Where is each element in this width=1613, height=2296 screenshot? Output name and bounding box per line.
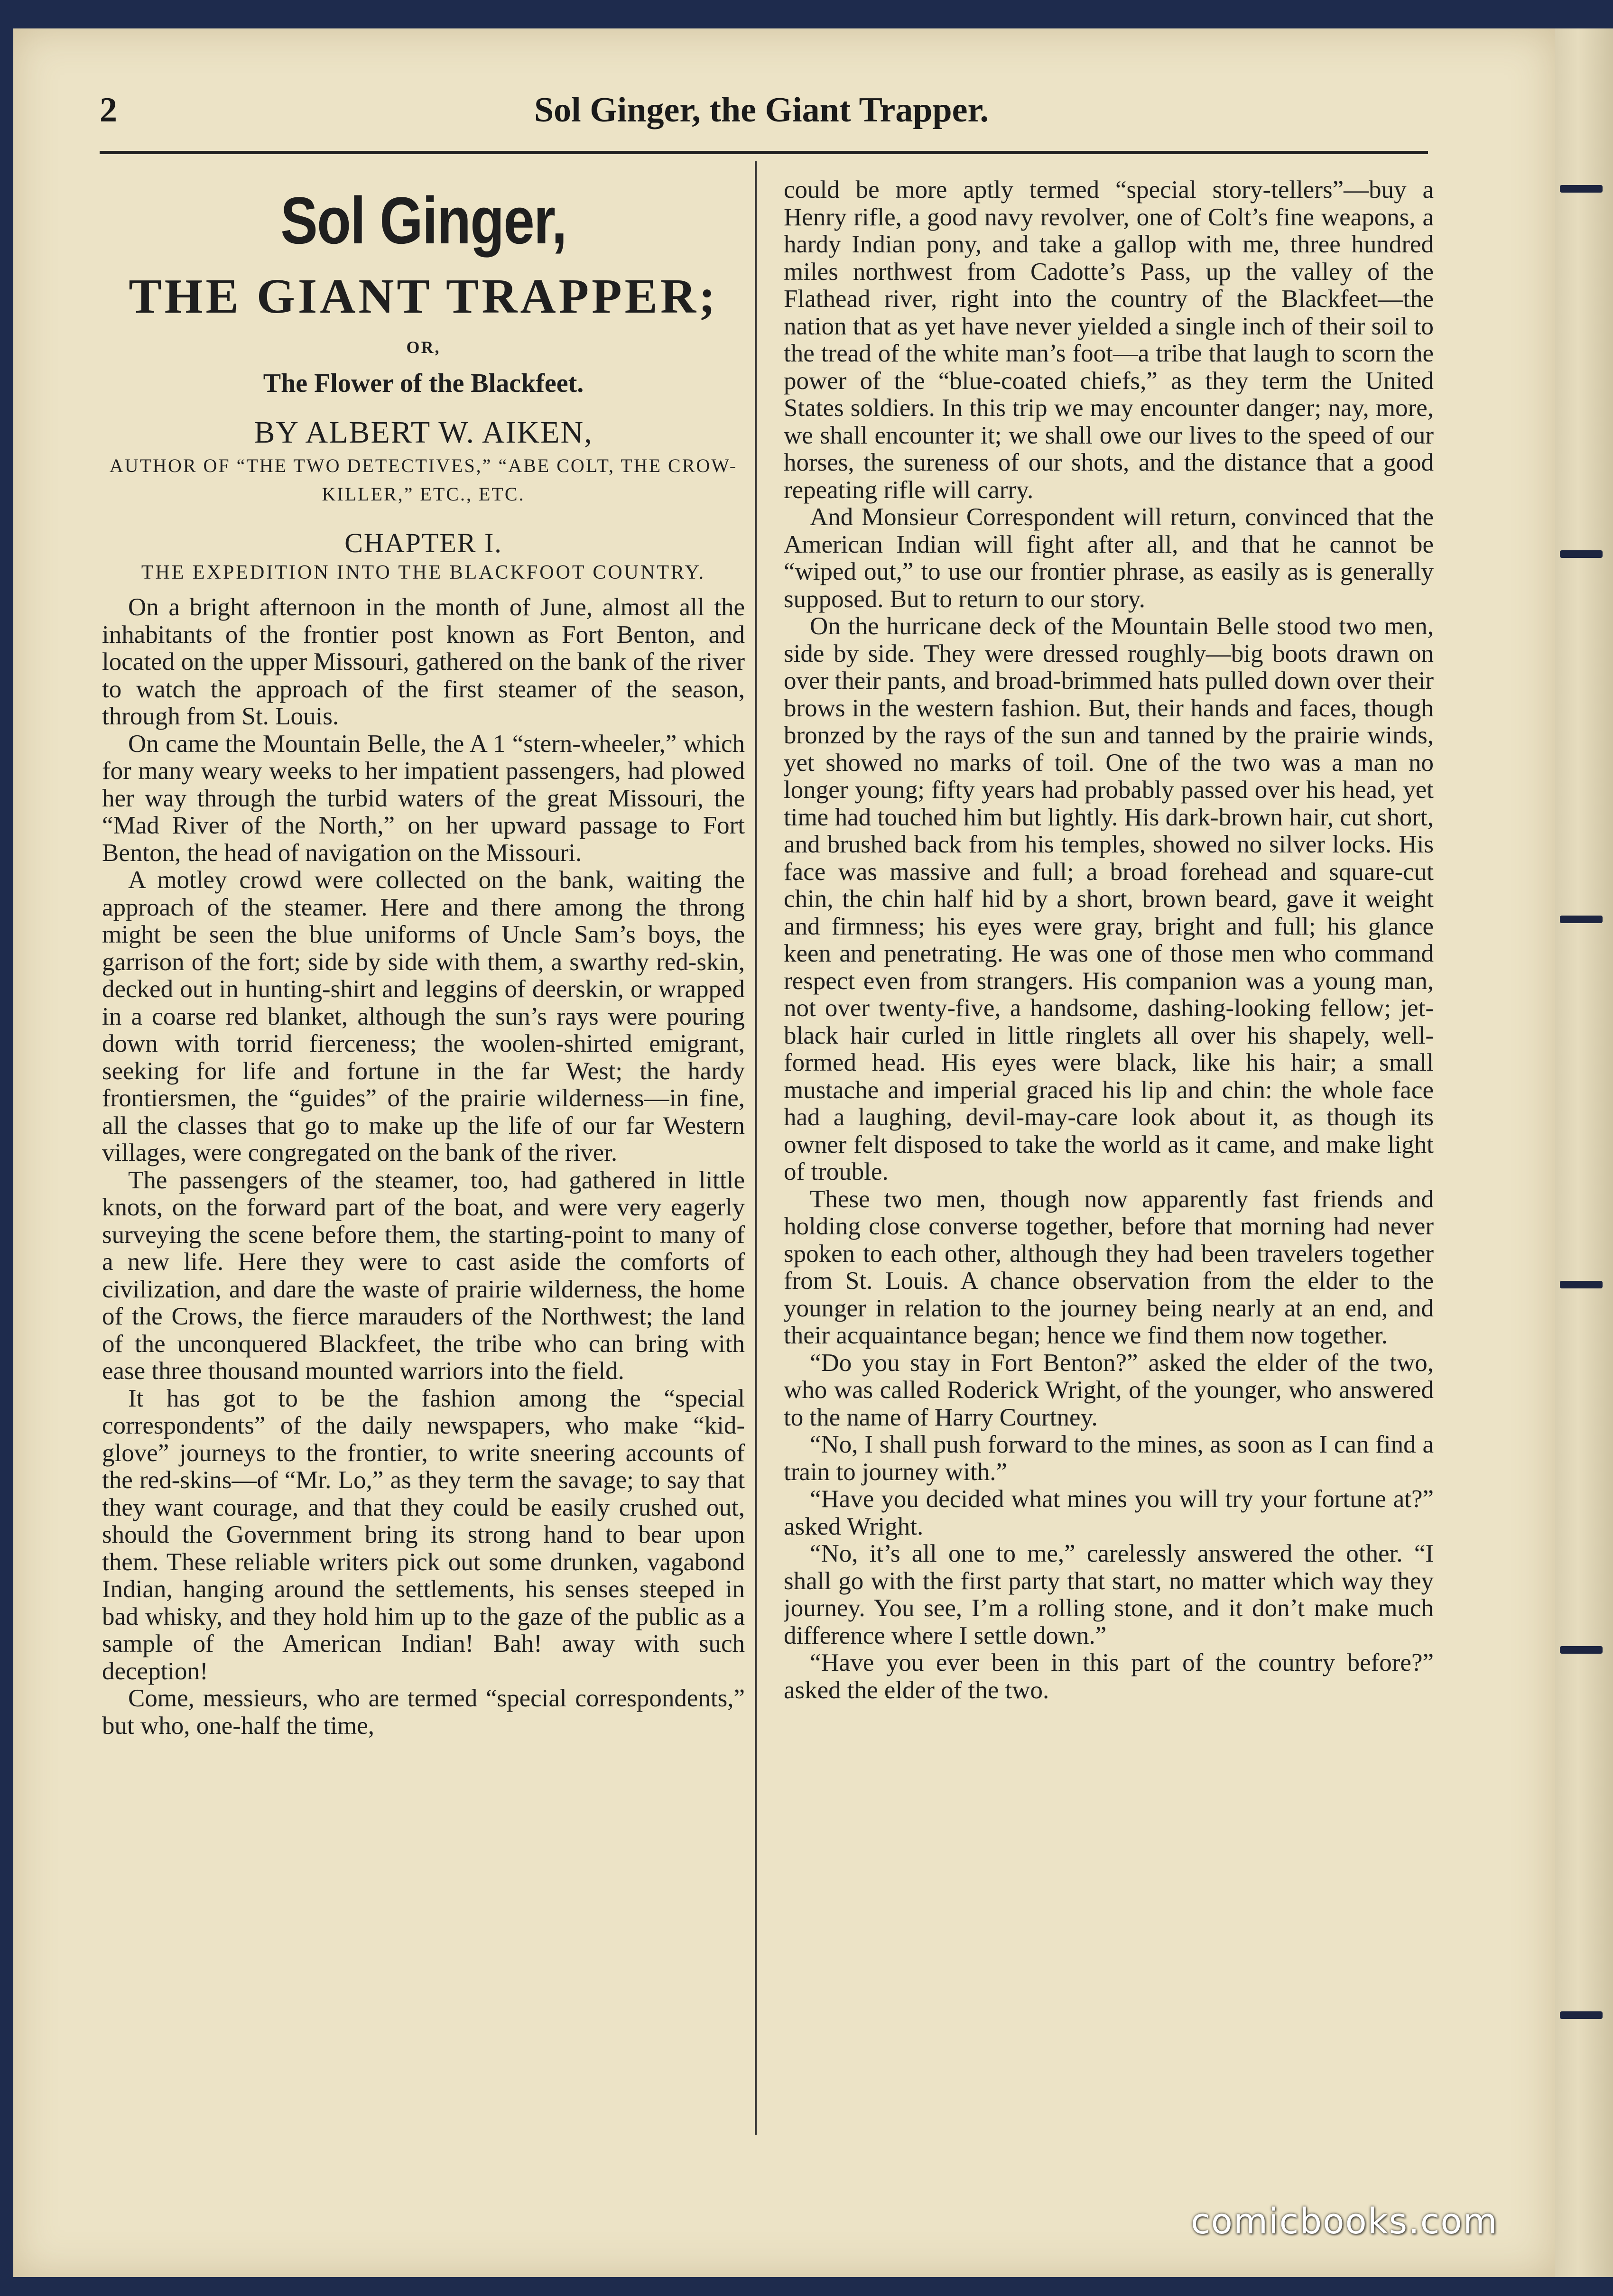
- paragraph: On a bright afternoon in the month of June, almost all the inhabitants of the frontier post known as Fort Benton, and located on the upper Missouri, gathered on the bank of the river to watch the approach of the first steamer of the season, through from St. Louis.: [102, 593, 745, 730]
- paragraph: A motley crowd were collected on the bank, waiting the approach of the steamer. Here and there among the throng might be seen the blue uniforms of Uncle Sam’s boys, the garrison of the fort; side by side with them, a swarthy red-skin, decked out in hunting-shirt and leggins of deerskin, or wrapped in a coarse red blanket, although the sun’s rays were pouring down with torrid fierceness; the woolen-shirted emigrant, seeking for life and fortune in the far West; the hardy frontiersmen, the “guides” of the prairie wilderness—in fine, all the classes that go to make up the life of our far Western villages, were congregated on the bank of the river.: [102, 866, 745, 1167]
- author-credit: AUTHOR OF “THE TWO DETECTIVES,” “ABE COLT, THE CROW-KILLER,” ETC., ETC.: [109, 455, 738, 505]
- paragraph: Come, messieurs, who are termed “special correspondents,” but who, one-half the time,: [102, 1685, 745, 1740]
- story-subtitle: THE GIANT TRAPPER;: [129, 269, 718, 324]
- paragraph: “Have you decided what mines you will try your fortune at?” asked Wright.: [784, 1485, 1434, 1540]
- paragraph: could be more aptly termed “special story-tellers”—buy a Henry rifle, a good navy revolver, one of Colt’s fine weapons, a hardy Indian pony, and take a gallop with me, three hundred miles northwest from Cadotte’s Pass, up the valley of the Flathead river, right into the country of the Blackfeet—the nation that as yet have never yielded a single inch of their soil to the tread of the white man’s foot—a tribe that laugh to scorn the power of the “blue-coated chiefs,” as they term the United States soldiers. In this trip we may encounter danger; nay, more, we shall encounter it; we shall owe our lives to the speed of our horses, the sureness of our shots, and the distance that a good repeating rifle will carry.: [784, 176, 1434, 504]
- page-number: 2: [100, 91, 117, 130]
- left-column: [102, 176, 745, 2140]
- paragraph: The passengers of the steamer, too, had gathered in little knots, on the forward part of the boat, and were very eagerly surveying the scene before them, the starting-point to many of a new life. Here they were to cast aside the comforts of civilization, and dare the waste of prairie wilderness, the home of the Crows, the fierce marauders of the Northwest; the land of the unconquered Blackfeet, the tribe who can bring with ease three thousand mounted warriors into the field.: [102, 1166, 745, 1385]
- chapter-number: CHAPTER I.: [344, 528, 502, 558]
- paragraph: “No, I shall push forward to the mines, as soon as I can find a train to journey with.”: [784, 1431, 1434, 1486]
- alternate-title: The Flower of the Blackfeet.: [263, 369, 584, 398]
- paragraph: And Monsieur Correspondent will return, convinced that the American Indian will fight after all, and that he cannot be “wiped out,” to use our frontier phrase, as easily as is generally supposed. But to return to our story.: [784, 503, 1434, 613]
- page-binding-edge: [1555, 28, 1613, 2277]
- byline: BY ALBERT W. AIKEN,: [254, 415, 593, 450]
- paragraph: It has got to be the fashion among the “special correspondents” of the daily newspapers, who make “kid-glove” journeys to the frontier, to write sneering accounts of the red-skins—of “Mr. Lo,” as they term the savage; to say that they want courage, and that they could be easily crushed out, should the Government bring its strong hand to bear upon them. These reliable writers pick out some drunken, vagabond Indian, hanging around the settlements, his senses steeped in bad whisky, and they hold him up to the gaze of the public as a sample of the American Indian! Bah! away with such deception!: [102, 1384, 745, 1685]
- running-header: [90, 71, 1433, 142]
- story-title: Sol Ginger,: [280, 183, 566, 258]
- running-title: Sol Ginger, the Giant Trapper.: [534, 91, 989, 130]
- paragraph: “Do you stay in Fort Benton?” asked the elder of the two, who was called Roderick Wright, of the younger, who answered to the name of Harry Courtney.: [784, 1349, 1434, 1431]
- column-divider: [755, 161, 757, 2135]
- title-or: OR,: [406, 338, 441, 357]
- paragraph: These two men, though now apparently fast friends and holding close converse together, before that morning had never spoken to each other, although they had been travelers together from St. Louis. A chance observation from the elder to the younger in relation to the journey being nearly at an end, and their acquaintance began; hence we find them now together.: [784, 1185, 1434, 1349]
- paragraph: “Have you ever been in this part of the country before?” asked the elder of the two.: [784, 1649, 1434, 1704]
- paragraph: “No, it’s all one to me,” carelessly answered the other. “I shall go with the first party that start, no matter which way they journey. You see, I’m a rolling stone, and it don’t make much difference where I settle down.”: [784, 1540, 1434, 1649]
- right-column: [784, 176, 1434, 2140]
- header-rule: [100, 151, 1428, 154]
- watermark: comicbooks.com: [1191, 2201, 1498, 2242]
- paragraph: On the hurricane deck of the Mountain Belle stood two men, side by side. They were dressed roughly—big boots drawn on over their pants, and broad-brimmed hats pulled down over their brows in the western fashion. But, their hands and faces, though bronzed by the rays of the sun and tanned by the prairie winds, yet showed no marks of toil. One of the two was a man no longer young; fifty years had probably passed over his head, yet time had touched him but lightly. His dark-brown hair, cut short, and brushed back from his temples, showed no silver locks. His face was massive and full; a broad forehead and square-cut chin, the chin half hid by a short, brown beard, gave it weight and firmness; his eyes were gray, bright and full; his glance keen and penetrating. He was one of those men who command respect even from strangers. His companion was a young man, not over twenty-five, a handsome, dashing-looking fellow; jet-black hair curled in little ringlets all over his shapely, well-formed head. His eyes were black, like his hair; a small mustache and imperial graced his lip and chin: the whole face had a laughing, devil-may-care look about it, as though its owner felt disposed to take the world as it came, and make light of trouble.: [784, 612, 1434, 1185]
- paragraph: On came the Mountain Belle, the A 1 “stern-wheeler,” which for many weary weeks to her impatient passengers, had plowed her way through the turbid waters of the great Missouri, the “Mad River of the North,” on her upward passage to Fort Benton, the head of navigation on the Missouri.: [102, 730, 745, 867]
- chapter-title: THE EXPEDITION INTO THE BLACKFOOT COUNTRY.: [141, 562, 706, 583]
